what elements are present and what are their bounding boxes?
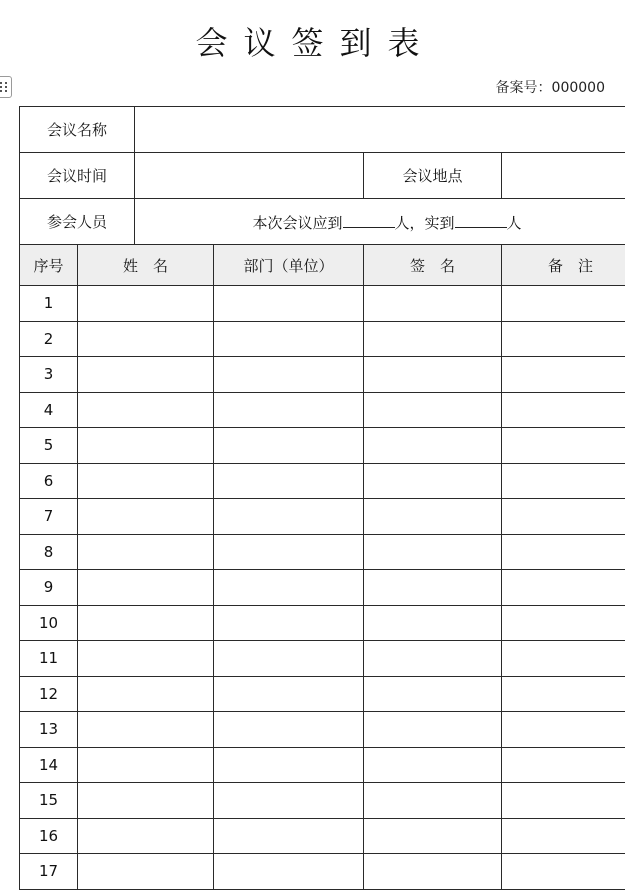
name-cell[interactable] [78,605,214,641]
name-cell[interactable] [78,392,214,428]
expected-count-field[interactable] [343,211,395,228]
drag-handle-icon[interactable] [0,76,12,98]
meeting-place-label: 会议地点 [364,153,502,199]
remarks-cell[interactable] [502,321,625,357]
remarks-cell[interactable] [502,286,625,322]
name-cell[interactable] [78,676,214,712]
row-number: 14 [20,747,78,783]
col-header-signature: 签 名 [364,245,502,286]
signature-cell[interactable] [364,641,502,677]
remarks-cell[interactable] [502,463,625,499]
remarks-cell[interactable] [502,818,625,854]
attendance-text-expected: 本次会议应到 [252,214,342,232]
row-number: 17 [20,854,78,890]
meeting-place-field[interactable] [502,153,625,199]
signature-cell[interactable] [364,428,502,464]
remarks-cell[interactable] [502,357,625,393]
table-row [20,747,625,783]
department-cell[interactable] [214,570,364,606]
table-row [20,321,625,357]
department-cell[interactable] [214,463,364,499]
department-cell[interactable] [214,499,364,535]
row-number: 15 [20,783,78,819]
table-row [20,712,625,748]
attendance-text-unit: 人 [507,214,522,232]
name-cell[interactable] [78,783,214,819]
name-cell[interactable] [78,818,214,854]
table-row [20,392,625,428]
signature-cell[interactable] [364,570,502,606]
remarks-cell[interactable] [502,641,625,677]
signature-cell[interactable] [364,357,502,393]
meeting-name-field[interactable] [135,107,625,153]
table-row [20,676,625,712]
department-cell[interactable] [214,392,364,428]
remarks-cell[interactable] [502,428,625,464]
department-cell[interactable] [214,747,364,783]
meeting-name-row [20,107,625,153]
signature-cell[interactable] [364,783,502,819]
remarks-cell[interactable] [502,783,625,819]
department-cell[interactable] [214,676,364,712]
meeting-time-field[interactable] [135,153,364,199]
signature-cell[interactable] [364,605,502,641]
department-cell[interactable] [214,818,364,854]
department-cell[interactable] [214,321,364,357]
table-row [20,428,625,464]
attendees-row [20,199,625,245]
row-number: 11 [20,641,78,677]
department-cell[interactable] [214,286,364,322]
row-number: 13 [20,712,78,748]
name-cell[interactable] [78,534,214,570]
meeting-time-row [20,153,625,199]
department-cell[interactable] [214,783,364,819]
name-cell[interactable] [78,357,214,393]
department-cell[interactable] [214,357,364,393]
record-number: 备案号：000000 [496,77,605,97]
remarks-cell[interactable] [502,534,625,570]
table-row [20,357,625,393]
remarks-cell[interactable] [502,676,625,712]
row-number: 4 [20,392,78,428]
table-row [20,641,625,677]
meeting-time-label: 会议时间 [20,153,135,199]
department-cell[interactable] [214,641,364,677]
department-cell[interactable] [214,534,364,570]
table-row [20,818,625,854]
name-cell[interactable] [78,641,214,677]
row-number: 3 [20,357,78,393]
remarks-cell[interactable] [502,392,625,428]
name-cell[interactable] [78,286,214,322]
table-row [20,286,625,322]
page-title: 会议签到表 [0,18,625,64]
attendance-summary [135,199,625,245]
row-number: 1 [20,286,78,322]
signature-cell[interactable] [364,747,502,783]
signature-cell[interactable] [364,712,502,748]
remarks-cell[interactable] [502,570,625,606]
row-number: 2 [20,321,78,357]
table-row [20,534,625,570]
table-row [20,499,625,535]
sign-in-sheet [19,106,625,890]
row-number: 10 [20,605,78,641]
name-cell[interactable] [78,321,214,357]
signature-cell[interactable] [364,286,502,322]
sign-in-table [19,106,625,890]
col-header-department: 部门（单位） [214,245,364,286]
actual-count-field[interactable] [455,211,507,228]
name-cell[interactable] [78,570,214,606]
col-header-name: 姓 名 [78,245,214,286]
table-row [20,463,625,499]
name-cell[interactable] [78,499,214,535]
remarks-cell[interactable] [502,712,625,748]
table-row [20,570,625,606]
row-number: 8 [20,534,78,570]
table-row [20,783,625,819]
row-number: 16 [20,818,78,854]
attendance-text-actual: 人，实到 [395,214,455,232]
signature-cell[interactable] [364,818,502,854]
signature-cell[interactable] [364,676,502,712]
signature-cell[interactable] [364,499,502,535]
signature-cell[interactable] [364,321,502,357]
row-number: 7 [20,499,78,535]
remarks-cell[interactable] [502,605,625,641]
row-number: 12 [20,676,78,712]
signature-cell[interactable] [364,392,502,428]
name-cell[interactable] [78,428,214,464]
signature-cell[interactable] [364,463,502,499]
department-cell[interactable] [214,712,364,748]
col-header-number: 序号 [20,245,78,286]
meeting-name-label: 会议名称 [20,107,135,153]
department-cell[interactable] [214,428,364,464]
attendees-label: 参会人员 [20,199,135,245]
signature-cell[interactable] [364,534,502,570]
name-cell[interactable] [78,712,214,748]
table-row [20,605,625,641]
row-number: 5 [20,428,78,464]
col-header-remarks: 备 注 [502,245,625,286]
name-cell[interactable] [78,747,214,783]
row-number: 6 [20,463,78,499]
name-cell[interactable] [78,463,214,499]
table-header [20,245,625,286]
department-cell[interactable] [214,605,364,641]
remarks-cell[interactable] [502,747,625,783]
row-number: 9 [20,570,78,606]
remarks-cell[interactable] [502,499,625,535]
